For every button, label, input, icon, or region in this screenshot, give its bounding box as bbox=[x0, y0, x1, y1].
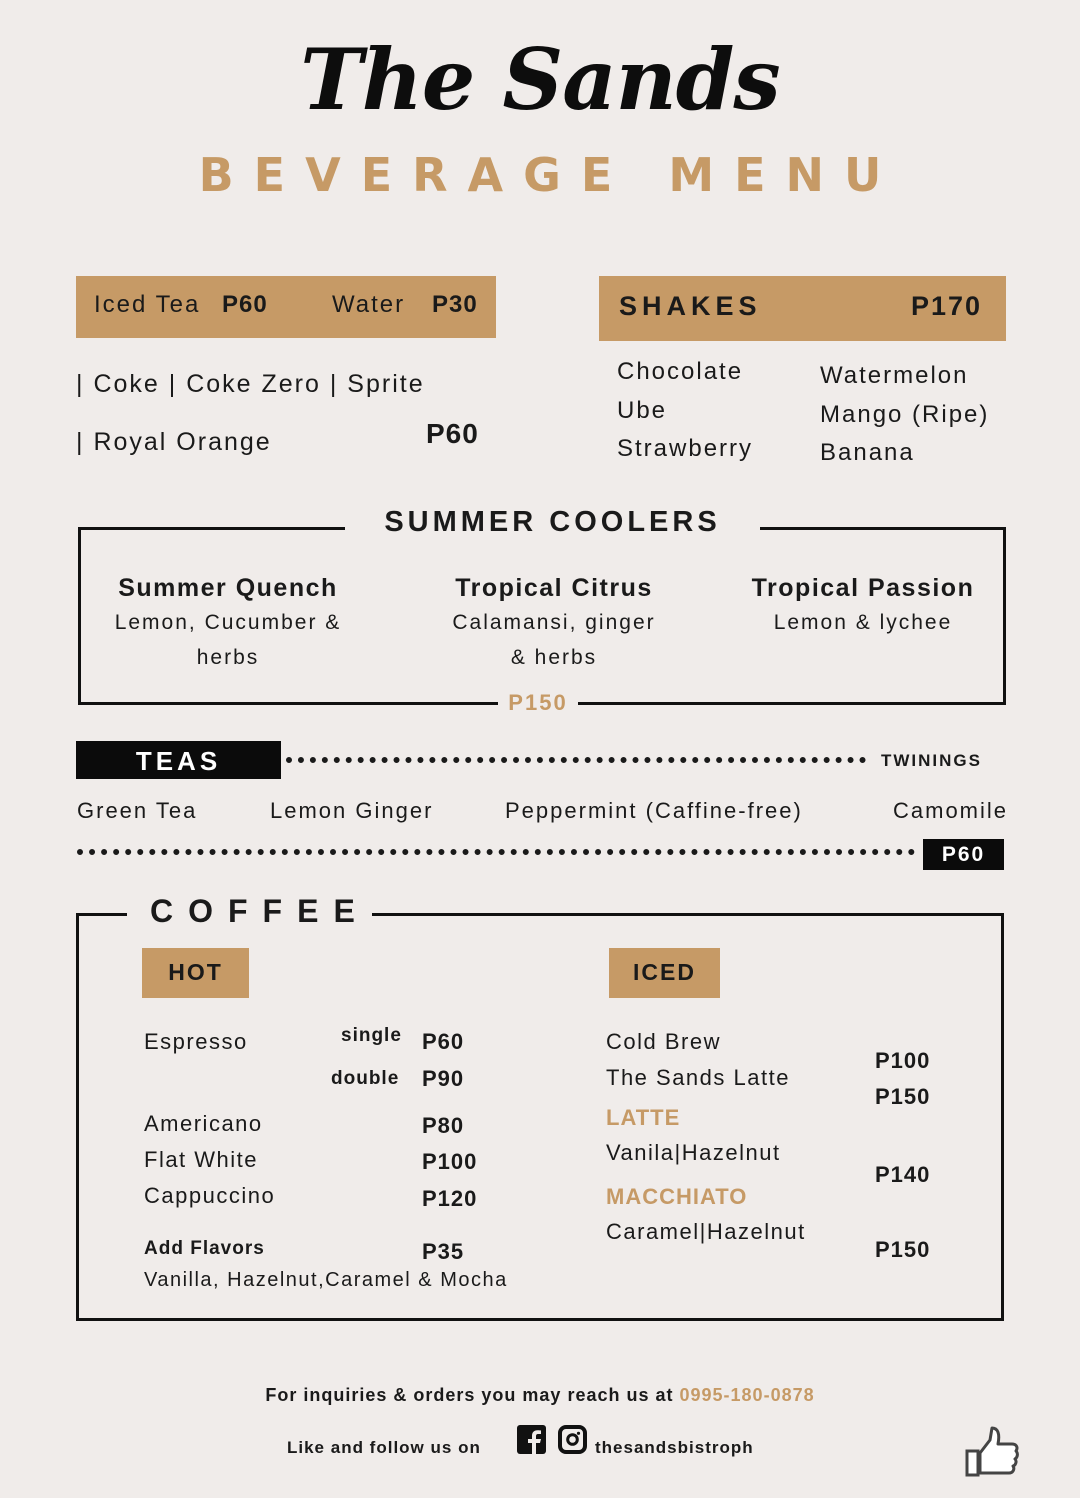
latte-heading: LATTE bbox=[606, 1105, 681, 1130]
cooler-name: Tropical Passion bbox=[751, 574, 975, 602]
water-price: P30 bbox=[432, 291, 478, 318]
cooler-desc: herbs bbox=[196, 646, 260, 669]
teas-bar bbox=[76, 741, 281, 779]
shake-item: Watermelon bbox=[820, 362, 969, 389]
coffee-price: P100 bbox=[875, 1048, 931, 1073]
shake-item: Banana bbox=[820, 439, 915, 466]
coffee-item: Caramel|Hazelnut bbox=[606, 1219, 806, 1244]
facebook-icon[interactable] bbox=[517, 1425, 546, 1454]
cooler-item bbox=[723, 574, 1003, 640]
add-flavors-label: Add Flavors bbox=[144, 1238, 265, 1259]
sodas-price: P60 bbox=[426, 418, 479, 449]
coffee-item: Espresso bbox=[144, 1029, 248, 1054]
inquiry-text: For inquiries & orders you may reach us at bbox=[265, 1385, 674, 1405]
coffee-price: P35 bbox=[422, 1239, 465, 1264]
thumbs-up-icon[interactable] bbox=[960, 1420, 1024, 1484]
iced-heading: ICED bbox=[609, 948, 720, 998]
teas-title: TEAS bbox=[135, 746, 222, 776]
coffee-item: Cold Brew bbox=[606, 1029, 721, 1054]
shake-item: Mango (Ripe) bbox=[820, 401, 990, 428]
cooler-name: Summer Quench bbox=[118, 574, 338, 602]
shake-item: Ube bbox=[617, 397, 668, 424]
coffee-item: The Sands Latte bbox=[606, 1065, 790, 1090]
shakes-price: P170 bbox=[910, 291, 982, 321]
macchiato-heading: MACCHIATO bbox=[606, 1184, 748, 1209]
iced-tea-price: P60 bbox=[222, 291, 268, 318]
cooler-desc: Calamansi, ginger bbox=[452, 611, 656, 634]
cooler-desc: Lemon, Cucumber & bbox=[114, 611, 342, 634]
shakes-bar bbox=[599, 276, 1006, 341]
coffee-item: Flat White bbox=[144, 1147, 259, 1172]
tea-item: Lemon Ginger bbox=[270, 798, 434, 823]
coffee-title: COFFEE bbox=[150, 893, 370, 929]
royal-orange-line: | Royal Orange bbox=[76, 428, 272, 456]
teas-dotted-divider bbox=[77, 849, 915, 855]
cooler-item bbox=[88, 574, 368, 675]
size-label: double bbox=[331, 1068, 400, 1089]
coffee-price: P90 bbox=[422, 1066, 465, 1091]
tea-item: Peppermint (Caffine-free) bbox=[505, 798, 803, 823]
coffee-price: P140 bbox=[875, 1162, 931, 1187]
sodas-line: | Coke | Coke Zero | Sprite bbox=[76, 370, 425, 398]
instagram-icon[interactable] bbox=[558, 1425, 587, 1454]
phone-number[interactable]: 0995-180-0878 bbox=[679, 1385, 815, 1405]
coffee-price: P120 bbox=[422, 1186, 478, 1211]
shake-item: Chocolate bbox=[617, 358, 744, 385]
coffee-item: Americano bbox=[144, 1111, 263, 1136]
coolers-price: P150 bbox=[508, 690, 568, 715]
follow-text: Like and follow us on bbox=[287, 1438, 481, 1457]
social-handle[interactable]: thesandsbistroph bbox=[595, 1438, 754, 1457]
tea-item: Camomile bbox=[893, 798, 1009, 823]
shakes-title: SHAKES bbox=[619, 291, 762, 321]
coffee-item: Vanila|Hazelnut bbox=[606, 1140, 781, 1165]
teas-dotted-divider bbox=[286, 757, 866, 763]
cooler-item bbox=[414, 574, 694, 675]
coffee-price: P80 bbox=[422, 1113, 465, 1138]
shake-item: Strawberry bbox=[617, 435, 754, 462]
size-label: single bbox=[341, 1025, 402, 1046]
tea-brand: TWININGS bbox=[881, 751, 982, 770]
inquiry-line bbox=[0, 1385, 1080, 1406]
cooler-desc: Lemon & lychee bbox=[773, 611, 953, 634]
coffee-price: P100 bbox=[422, 1149, 478, 1174]
teas-price: P60 bbox=[941, 843, 986, 866]
cooler-name: Tropical Citrus bbox=[455, 574, 653, 602]
coffee-price: P150 bbox=[875, 1084, 931, 1109]
tea-item: Green Tea bbox=[77, 798, 198, 823]
flavor-list: Vanilla, Hazelnut,Caramel & Mocha bbox=[144, 1269, 508, 1291]
coffee-item: Cappuccino bbox=[144, 1183, 276, 1208]
cooler-desc: & herbs bbox=[510, 646, 598, 669]
teas-price-box bbox=[923, 839, 1004, 870]
iced-tea-label: Iced Tea bbox=[94, 291, 201, 318]
water-label: Water bbox=[332, 291, 406, 318]
coffee-price: P150 bbox=[875, 1237, 931, 1262]
hot-heading: HOT bbox=[142, 948, 249, 998]
summer-coolers-title: SUMMER COOLERS bbox=[384, 506, 721, 538]
logo-title: The Sands bbox=[300, 30, 780, 129]
iced-tea-water-bar bbox=[76, 276, 496, 338]
coffee-price: P60 bbox=[422, 1029, 465, 1054]
menu-subtitle: BEVERAGE MENU bbox=[198, 148, 902, 202]
